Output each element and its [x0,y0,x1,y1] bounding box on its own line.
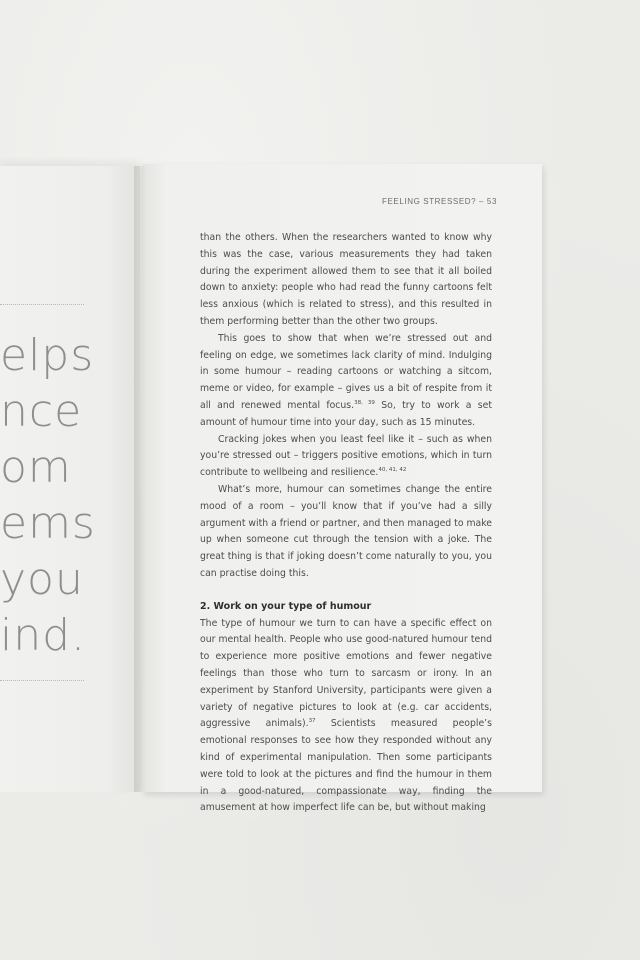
footnote-ref: 37 [308,718,316,725]
left-page [0,166,140,792]
paragraph: This goes to show that when we’re stressed out and feeling on edge, we sometimes lack clarity of mind. Indulging in some humour – reading cartoons or watching a sitcom, meme or video, for example – gives us a bit of respite from it all and renewed mental focus.$^{38, 39}$ So, try to work a set amount of humour time into your day, such as 15 minutes. [200,332,492,428]
pull-quote-line-4: ems [0,498,96,549]
footnote-ref: 38, 39 [354,399,375,406]
pull-quote-line-1: elps [0,330,95,381]
pull-quote-line-3: om [0,442,72,493]
paragraph: than the others. When the researchers wanted to know why this was the case, various measurements they had taken during the experiment allowed them to see that it all boiled down to anxiety: people who had read the funny cartoons felt less anxious (which is related to stress), and this resulted in them performing better than the other two groups. [200,232,492,327]
paragraph: Cracking jokes when you least feel like it – such as when you’re stressed out – triggers positive emotions, which in turn contribute to wellbeing and resilience.$^{40, 41, 42}$ [200,433,492,479]
paragraph: What’s more, humour can sometimes change the entire mood of a room – you’ll know that if you’ve had a silly argument with a friend or partner, and then managed to make up when someone cut through the tension with a joke. The great thing is that if joking doesn’t come naturally to you, you can practise doing this. [200,483,492,579]
bottom-dotted-rule [0,680,84,681]
top-dotted-rule [0,304,84,305]
pull-quote-line-5: you [0,554,84,605]
book-spine-shadow [134,166,146,792]
body-text [200,230,492,817]
footnote-ref: 40, 41, 42 [378,467,407,474]
pull-quote-line-6: ind. [0,610,87,661]
pull-quote-line-2: nce [0,386,83,437]
paragraph: The type of humour we turn to can have a specific effect on our mental health. People who use good-natured humour tend to experience more positive emotions and fewer negative feelings than those who turn to sarcasm or irony. In an experiment by Stanford University, participants were given a variety of negative pictures to look at (e.g. car accidents, aggressive animals).$^{37}$ Scientists measured people’s emotional responses to see how they responded without any kind of experimental manipulation. Then some participants were told to look at the pictures and find the humour in them in a good-natured, compassionate way, finding the amusement at how imperfect life can be, but without making [200,617,492,814]
section-heading: 2. Work on your type of humour [200,600,372,612]
running-head: FEELING STRESSED? – 53 [382,197,498,206]
